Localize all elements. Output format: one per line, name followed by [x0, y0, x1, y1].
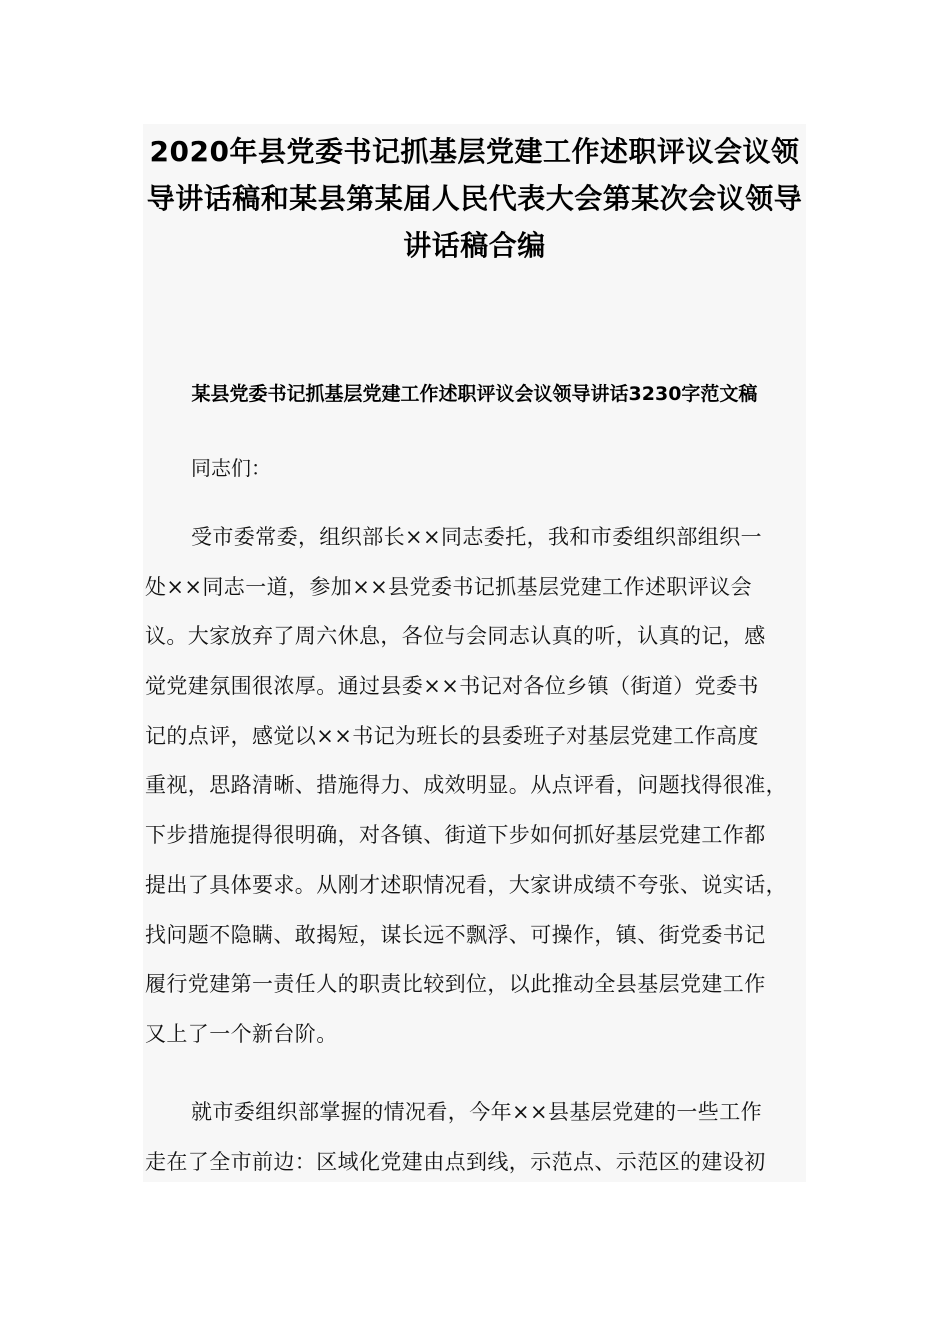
paragraph: [145, 513, 805, 1060]
paragraph-line: 重视，思路清晰、措施得力、成效明显。从点评看，问题找得很准，: [145, 773, 787, 798]
paragraph-line: 走在了全市前边：区域化党建由点到线，示范点、示范区的建设初: [145, 1149, 766, 1174]
paragraph-line: 记的点评，感觉以××书记为班长的县委班子对基层党建工作高度: [145, 723, 759, 748]
title-line: 2020年县党委书记抓基层党建工作述职评议会议领: [149, 135, 800, 168]
paragraph-line: 受市委常委，组织部长××同志委托，我和市委组织部组织一: [191, 525, 762, 549]
section-heading: 某县党委书记抓基层党建工作述职评议会议领导讲话3230字范文稿: [191, 383, 758, 405]
paragraph-line: 议。大家放弃了周六休息，各位与会同志认真的听，认真的记，感: [145, 624, 766, 649]
salutation: 同志们：: [191, 456, 271, 480]
paragraph-line: 觉党建氛围很浓厚。通过县委××书记对各位乡镇（街道）党委书: [145, 674, 759, 699]
paragraph-line: 找问题不隐瞒、敢揭短，谋长远不飘浮、可操作，镇、街党委书记: [145, 922, 766, 947]
title-line: 讲话稿合编: [403, 229, 546, 262]
paragraph-line: 履行党建第一责任人的职责比较到位，以此推动全县基层党建工作: [145, 972, 766, 997]
paragraph-line: 就市委组织部掌握的情况看，今年××县基层党建的一些工作: [191, 1100, 762, 1124]
paragraph-line: 下步措施提得很明确，对各镇、街道下步如何抓好基层党建工作都: [145, 823, 766, 848]
document-title: [143, 128, 806, 269]
paragraph-line: 提出了具体要求。从刚才述职情况看，大家讲成绩不夸张、说实话，: [145, 872, 787, 897]
paragraph-line: 又上了一个新台阶。: [145, 1021, 338, 1046]
paragraph-line: 处××同志一道，参加××县党委书记抓基层党建工作述职评议会: [145, 574, 752, 599]
paragraph: [145, 1088, 805, 1187]
title-line: 导讲话稿和某县第某届人民代表大会第某次会议领导: [146, 182, 803, 215]
